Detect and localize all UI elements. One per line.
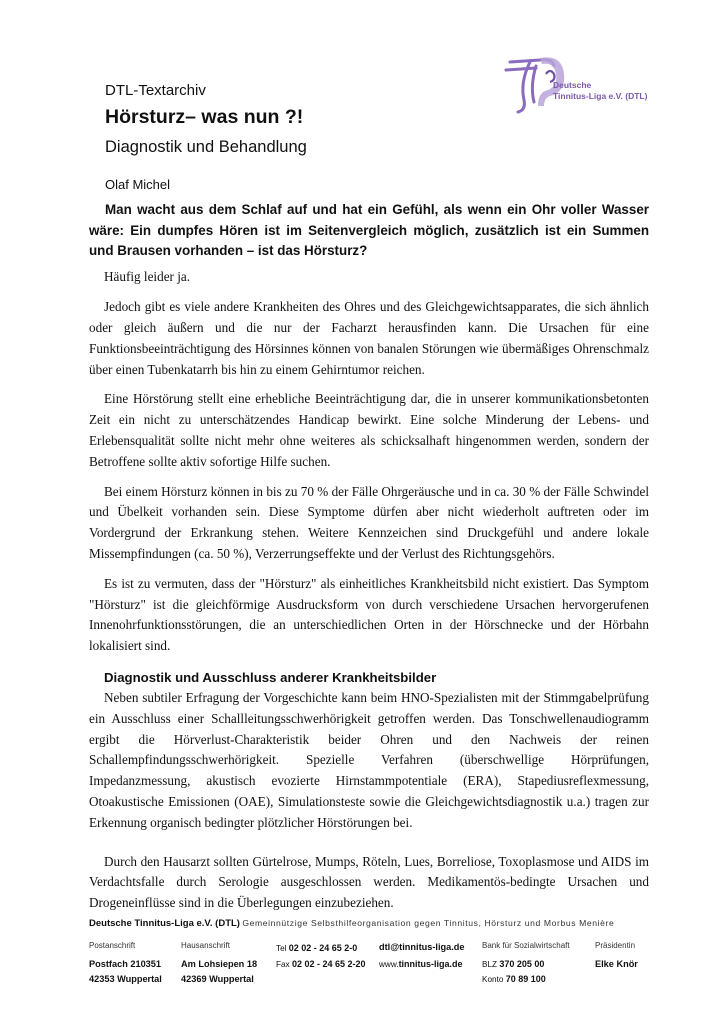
footer (89, 919, 649, 987)
footer-phone-fax (276, 941, 366, 972)
tel-value: 02 02 - 24 65 2-0 (288, 942, 358, 953)
email-link[interactable]: dtl@tinnitus-liga.de (379, 941, 465, 952)
page-title: Hörsturz– was nun ?! (105, 106, 304, 128)
konto-label: Konto (482, 974, 504, 984)
hausanschrift-label: Hausanschrift (181, 940, 230, 950)
paragraph-6: Neben subtiler Erfragung der Vorgeschichte kann beim HNO-Spezialisten mit der Stimmgabelprüfung ein Ausschluss einer Schallleitungsschwerhörigkeit getroffen werden. Das Tonschwellenaudiogramm ergibt die Hörverlust-Charakteristik beider Ohren und den Nachweis der reinen Schallempfindungsschwerhörigkeit. Spezielle Verfahren (überschwellige Hörprüfungen, Impedanzmessung, akustisch evozierte Hirnstammpotentiale (ERA), Stapediusreflexmessung, Otoakustische Emissionen (OAE), Simulationsteste sowie die Gleichgewichtsdiagnostik u.a.) tragen zur Erkennung organisch bedingter plötzlicher Hörstörungen bei. (89, 690, 649, 830)
tel-label: Tel (276, 943, 287, 953)
paragraph-2: Jedoch gibt es viele andere Krankheiten des Ohres und des Gleichgewichtsapparates, die sich ähnlich oder gleich äußern und die nur der Facharzt herausfinden kann. Die Ursachen für eine Funktionsbeeinträchtigung des Hörsinnes können von banalen Störungen wie übermäßiges Ohrenschmalz über einen Tubenkatarrh bis hin zu einem Gehirntumor reichen. (89, 299, 649, 377)
web-prefix: www. (379, 959, 399, 969)
fax-label: Fax (276, 959, 290, 969)
footer-president (595, 941, 638, 972)
hausanschrift-line-1: Am Lohsiepen 18 (181, 958, 258, 969)
blz-value: 370 205 00 (499, 958, 545, 969)
page-subtitle: Diagnostik und Behandlung (105, 138, 307, 156)
website-link[interactable] (379, 957, 465, 972)
postanschrift-line-1: Postfach 210351 (89, 958, 162, 969)
fax-value: 02 02 - 24 65 2-20 (291, 958, 366, 969)
logo-line-1: Deutsche (553, 80, 592, 90)
blz-label: BLZ (482, 959, 498, 969)
paragraph-1: Häufig leider ja. (104, 268, 191, 284)
konto-value: 70 89 100 (505, 973, 546, 984)
paragraph-3: Eine Hörstörung stellt eine erhebliche Beeinträchtigung dar, die in unserer kommunikationsbetonten Zeit ein nicht zu unterschätzendes Handicap bewirkt. Eine solche Minderung der Lebens- und Erlebensqualität sollte nicht mehr ohne weiteres als schicksalhaft hingenommen werden, sondern der Betroffene sollte aktiv sofortige Hilfe suchen. (89, 391, 649, 469)
section-heading: Diagnostik und Ausschluss anderer Krankheitsbilder (104, 670, 437, 686)
paragraph-4: Bei einem Hörsturz können in bis zu 70 % der Fälle Ohrgeräusche und in ca. 30 % der Fälle Schwindel und Übelkeit vorhanden sein. Diese Symptome dürfen aber nicht wiederholt auftreten oder im Vordergrund der Erkrankung stehen. Weitere Kennzeichen sind Druckgefühl und andere lokale Missempfindungen (ca. 50 %), Verzerrungseffekte und der Verlust des Richtungsgehörs. (89, 483, 649, 562)
praesidentin-label: Präsidentin (595, 940, 636, 950)
footer-hausanschrift (181, 941, 257, 987)
paragraph-7: Durch den Hausarzt sollten Gürtelrose, Mumps, Röteln, Lues, Borreliose, Toxoplasmose und AIDS im Verdachtsfalle durch Serologie ausgeschlossen werden. Medikamentös-bedingte Ursachen und Drogeneinflüsse sind in die Überlegungen einzubeziehen. (89, 853, 649, 911)
hausanschrift-line-2: 42369 Wuppertal (181, 973, 254, 984)
archive-label: DTL-Textarchiv (105, 82, 206, 99)
footer-bank (482, 941, 570, 987)
postanschrift-label: Postanschrift (89, 940, 136, 950)
logo-line-2: Tinnitus-Liga e.V. (DTL) (553, 90, 648, 101)
footer-tagline: Gemeinnützige Selbsthilfeorganisation gegen Tinnitus, Hörsturz und Morbus Menière (242, 918, 615, 928)
lead-paragraph: Man wacht aus dem Schlaf auf und hat ein Gefühl, als wenn ein Ohr voller Wasser wäre: Ein dumpfes Hören ist im Seitenvergleich möglich, zusätzlich ist ein Summen und Brausen vorhanden – ist das Hörsturz? (89, 202, 649, 258)
postanschrift-line-2: 42353 Wuppertal (89, 973, 162, 984)
praesidentin-name: Elke Knör (595, 958, 638, 969)
footer-postanschrift (89, 941, 162, 987)
article-body (89, 200, 649, 923)
footer-org-name: Deutsche Tinnitus-Liga e.V. (DTL) (89, 918, 240, 929)
author-name: Olaf Michel (105, 177, 171, 192)
bank-label: Bank für Sozialwirtschaft (482, 940, 570, 950)
web-domain: tinnitus-liga.de (398, 958, 463, 969)
footer-contact (379, 941, 465, 972)
paragraph-5: Es ist zu vermuten, dass der "Hörsturz" als einheitliches Krankheitsbild nicht existiert. Das Symptom "Hörsturz" ist die gleichförmige Ausdrucksform von durch verschiedene Ursachen hervorgerufenen Innenohrfunktionsstörungen, die an unterschiedlichen Orten in der Hörschnecke und der Hörbahn lokalisiert sind. (89, 575, 649, 654)
